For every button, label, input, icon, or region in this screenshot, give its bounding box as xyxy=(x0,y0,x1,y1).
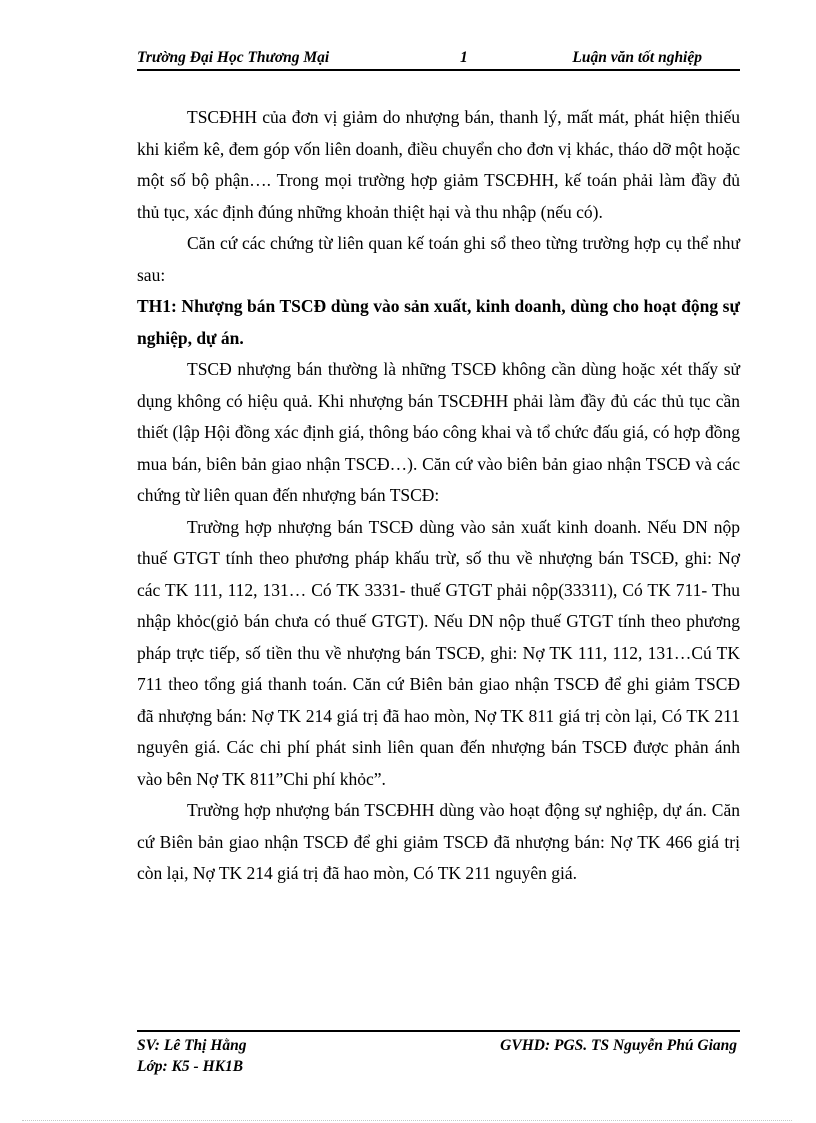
footer-divider xyxy=(137,1030,740,1032)
header-university: Trường Đại Học Thương Mại xyxy=(137,49,330,66)
header-page-number: 1 xyxy=(460,49,468,66)
paragraph-production-case: Trường hợp nhượng bán TSCĐ dùng vào sản xuất kinh doanh. Nếu DN nộp thuế GTGT tính theo phương pháp khấu trừ, số thu về nhượng bán TSCĐ, ghi: Nợ các TK 111, 112, 131… Có TK 3331- thuế GTGT phải nộp(33311), Có TK 711- Thu nhập khỏc(giỏ bán chưa có thuế GTGT). Nếu DN nộp thuế GTGT tính theo phương pháp trực tiếp, số tiền thu về nhượng bán TSCĐ, ghi: Nợ TK 111, 112, 131…Cú TK 711 theo tổng giá thanh toán. Căn cứ Biên bản giao nhận TSCĐ để ghi giảm TSCĐ đã nhượng bán: Nợ TK 214 giá trị đã hao mòn, Nợ TK 811 giá trị còn lại, Có TK 211 nguyên giá. Các chi phí phát sinh liên quan đến nhượng bán TSCĐ được phản ánh vào bên Nợ TK 811”Chi phí khỏc”. xyxy=(137,516,740,789)
header-thesis-title: Luận văn tốt nghiệp xyxy=(572,49,702,66)
section-heading-th1: TH1: Nhượng bán TSCĐ dùng vào sản xuất, kinh doanh, dùng cho hoạt động sự nghiệp, dự án. xyxy=(137,296,740,348)
paragraph-th1-description: TSCĐ nhượng bán thường là những TSCĐ không cần dùng hoặc xét thấy sử dụng không có hiệu quả. Khi nhượng bán TSCĐHH phải làm đầy đủ các thủ tục cần thiết (lập Hội đồng xác định giá, thông báo công khai và tổ chức đấu giá, có hợp đồng mua bán, biên bản giao nhận TSCĐ…). Căn cứ vào biên bản giao nhận TSCĐ và các chứng từ liên quan đến nhượng bán TSCĐ: xyxy=(137,359,740,505)
header-divider xyxy=(137,69,740,71)
paragraph-intro: TSCĐHH của đơn vị giảm do nhượng bán, thanh lý, mất mát, phát hiện thiếu khi kiểm kê, đem góp vốn liên doanh, điều chuyển cho đơn vị khác, tháo dỡ một hoặc một số bộ phận…. Trong mọi trường hợp giảm TSCĐHH, kế toán phải làm đầy đủ thủ tục, xác định đúng những khoản thiệt hại và thu nhập (nếu có). xyxy=(137,107,740,222)
footer-student: SV: Lê Thị Hằng xyxy=(137,1037,247,1054)
page-body xyxy=(137,102,740,890)
page-bottom-dotted-line xyxy=(22,1120,792,1121)
footer-class: Lớp: K5 - HK1B xyxy=(137,1058,244,1075)
page-header xyxy=(137,47,740,69)
paragraph-nonbusiness-case: Trường hợp nhượng bán TSCĐHH dùng vào hoạt động sự nghiệp, dự án. Căn cứ Biên bản giao nhận TSCĐ để ghi giảm TSCĐ đã nhượng bán: Nợ TK 466 giá trị còn lại, Nợ TK 214 giá trị đã hao mòn, Có TK 211 nguyên giá. xyxy=(137,800,740,883)
paragraph-basis: Căn cứ các chứng từ liên quan kế toán ghi sổ theo từng trường hợp cụ thể như sau: xyxy=(137,233,740,285)
footer-supervisor: GVHD: PGS. TS Nguyễn Phú Giang xyxy=(500,1037,737,1054)
